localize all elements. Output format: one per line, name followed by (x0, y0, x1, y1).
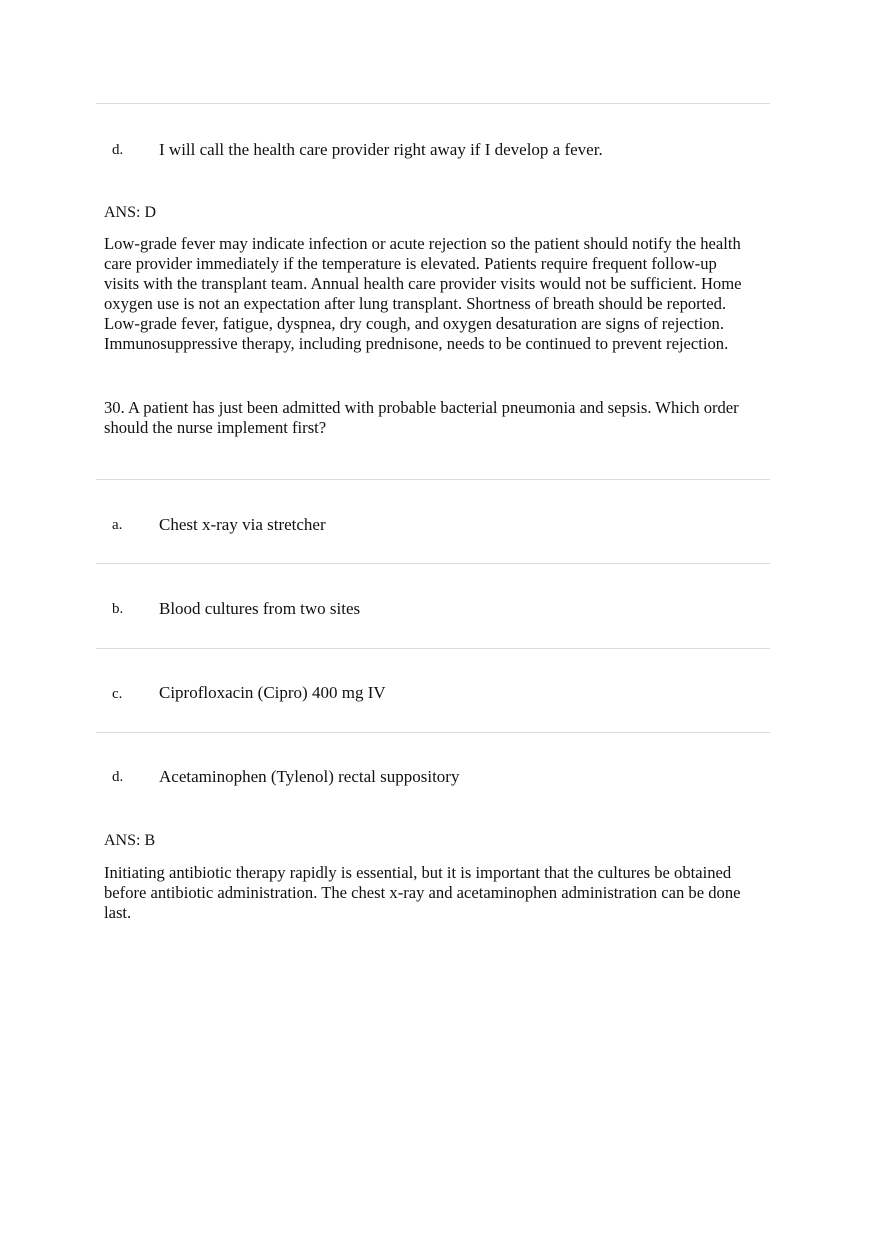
q29-rationale-line: Low-grade fever, fatigue, dyspnea, dry cough, and oxygen desaturation are signs of rejection. (104, 313, 724, 333)
q30-rationale (104, 863, 772, 923)
q30-option-letter: c. (112, 686, 123, 702)
q29-rationale-line: oxygen use is not an expectation after lung transplant. Shortness of breath should be reported. (104, 293, 727, 313)
q30-question-line: should the nurse implement first? (104, 417, 327, 437)
divider-option-b (96, 563, 770, 564)
q30-answer: ANS: B (104, 832, 156, 849)
q30-rationale-line: last. (104, 902, 132, 922)
q30-option-letter: a. (112, 517, 123, 533)
q30-option-text: Ciprofloxacin (Cipro) 400 mg IV (159, 683, 386, 702)
q30-rationale-line: Initiating antibiotic therapy rapidly is essential, but it is important that the cultures be obtained (104, 863, 732, 882)
q29-option-d-text: I will call the health care provider right away if I develop a fever. (159, 140, 603, 159)
q30-option-text: Blood cultures from two sites (159, 599, 361, 618)
q30-option-letter: b. (112, 601, 124, 617)
q30-option-letter: d. (112, 769, 124, 785)
q30-option-text: Acetaminophen (Tylenol) rectal suppository (159, 767, 460, 786)
q30-question-line: 30. A patient has just been admitted with probable bacterial pneumonia and sepsis. Which order (104, 398, 739, 417)
q29-rationale-line: Immunosuppressive therapy, including prednisone, needs to be continued to prevent rejection. (104, 333, 729, 353)
q29-rationale (104, 234, 772, 353)
q29-rationale-line: Low-grade fever may indicate infection or acute rejection so the patient should notify the health (104, 234, 741, 253)
divider-option-c (96, 648, 770, 649)
divider-option-d (96, 732, 770, 733)
divider-option-a (96, 479, 770, 480)
q29-rationale-line: care provider immediately if the temperature is elevated. Patients require frequent follow-up (104, 253, 717, 273)
q29-option-d-letter: d. (112, 142, 124, 158)
q30-rationale-line: before antibiotic administration. The chest x-ray and acetaminophen administration can be done (104, 882, 741, 902)
q29-answer: ANS: D (104, 204, 157, 221)
q30-question (104, 398, 772, 438)
q29-rationale-line: visits with the transplant team. Annual health care provider visits would not be sufficient. Home (104, 273, 742, 293)
q30-option-text: Chest x-ray via stretcher (159, 515, 326, 534)
divider-top (96, 103, 770, 104)
